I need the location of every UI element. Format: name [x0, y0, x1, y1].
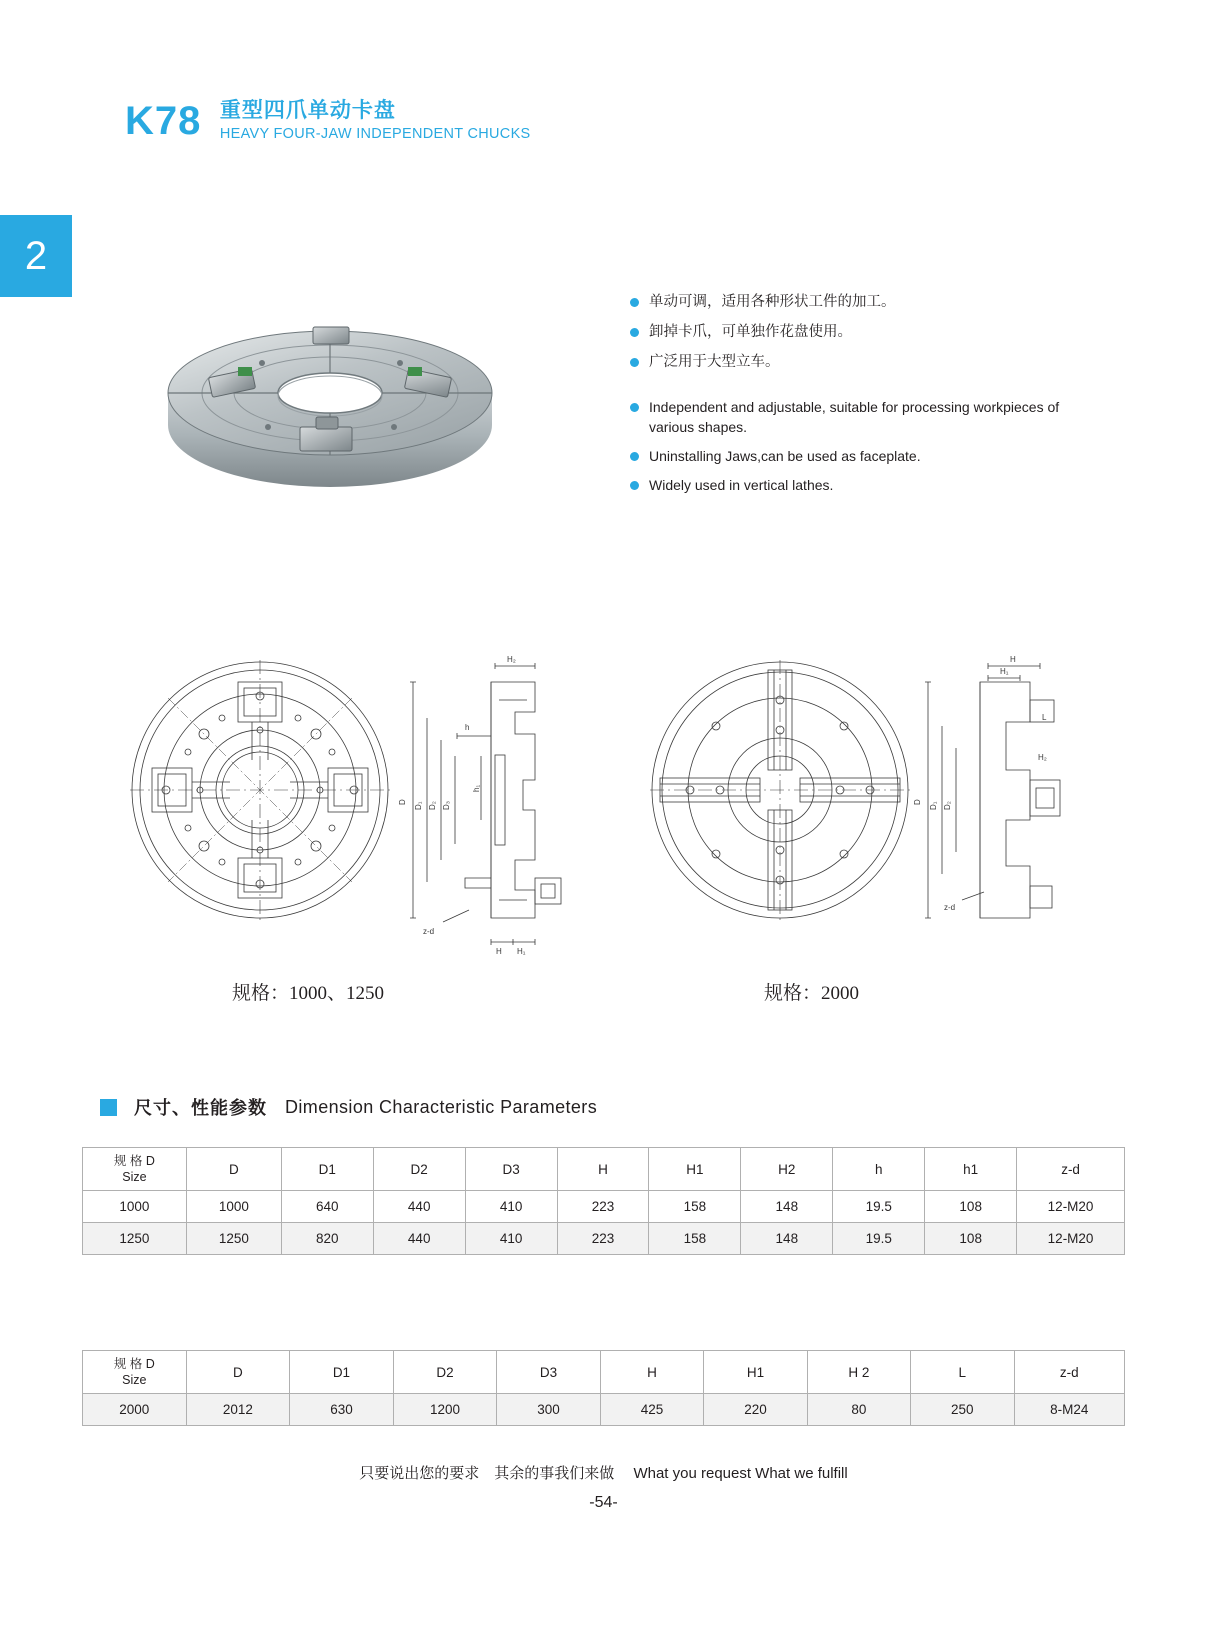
svg-text:D₁: D₁	[414, 801, 423, 810]
title-english: HEAVY FOUR-JAW INDEPENDENT CHUCKS	[219, 126, 531, 142]
table-header-cell: D	[186, 1148, 281, 1191]
bullet-dot-icon	[630, 452, 639, 461]
bullet-dot-icon	[630, 298, 639, 307]
svg-text:h: h	[465, 723, 470, 732]
table-header-cell: H1	[649, 1148, 741, 1191]
header-size-en: Size	[122, 1170, 147, 1184]
bullet-dot-icon	[630, 328, 639, 337]
product-code: K78	[125, 99, 202, 143]
svg-text:z-d: z-d	[423, 927, 435, 936]
svg-text:D₁: D₁	[929, 801, 938, 810]
page-title	[125, 95, 531, 147]
table-cell: 1200	[393, 1394, 497, 1426]
table-header-cell: H2	[741, 1148, 833, 1191]
page-number-tab	[0, 215, 72, 297]
table-header-cell: z-d	[1014, 1351, 1125, 1394]
table-cell: 1000	[83, 1191, 187, 1223]
svg-text:h₁: h₁	[472, 784, 481, 792]
section-title-cn: 尺寸、性能参数	[134, 1098, 267, 1118]
page-number: -54-	[589, 1494, 618, 1511]
table-header-row	[83, 1148, 1125, 1191]
front-view-1000	[130, 660, 390, 920]
feature-item-en-2	[630, 446, 1060, 466]
table-cell: 2012	[186, 1394, 290, 1426]
table-cell: 1250	[83, 1223, 187, 1255]
svg-text:L: L	[1042, 713, 1047, 722]
svg-text:H₂: H₂	[1038, 753, 1047, 762]
table-cell: 1000	[186, 1191, 281, 1223]
section-marker-icon	[100, 1099, 117, 1116]
dimension-table-1	[82, 1147, 1125, 1255]
feature-item-cn-1	[630, 292, 1060, 313]
table-cell: 12-M20	[1017, 1191, 1125, 1223]
table-cell: 148	[741, 1191, 833, 1223]
table-cell: 2000	[83, 1394, 187, 1426]
table-header-size	[83, 1148, 187, 1191]
table-cell: 410	[465, 1223, 557, 1255]
table-header-row	[83, 1351, 1125, 1394]
svg-text:H₂: H₂	[507, 655, 516, 664]
table-header-cell: D3	[497, 1351, 600, 1394]
table-cell: 440	[373, 1223, 465, 1255]
drawing-caption-left: 规格：1000、1250	[232, 983, 385, 1004]
svg-text:D: D	[398, 799, 407, 805]
table-header-cell: z-d	[1017, 1148, 1125, 1191]
footer-slogan: 只要说出您的要求 其余的事我们来做 What you request What we fulfill	[359, 1465, 848, 1482]
table-cell: 158	[649, 1223, 741, 1255]
table-header-cell: H1	[704, 1351, 807, 1394]
technical-drawings	[0, 640, 1207, 956]
table-header-cell: H 2	[807, 1351, 910, 1394]
svg-text:D₃: D₃	[442, 800, 451, 810]
table-cell: 223	[557, 1191, 649, 1223]
feature-text: 广泛用于大型立车。	[649, 354, 780, 370]
table-header-cell: h	[833, 1148, 925, 1191]
table-cell: 8-M24	[1014, 1394, 1125, 1426]
table-header-size	[83, 1351, 187, 1394]
svg-text:H: H	[1010, 655, 1016, 664]
section-heading	[100, 1094, 597, 1120]
feature-item-cn-2	[630, 322, 1060, 343]
table-header-cell: D1	[281, 1148, 373, 1191]
table-cell: 1250	[186, 1223, 281, 1255]
svg-text:H₁: H₁	[517, 947, 526, 956]
svg-text:H: H	[496, 947, 502, 956]
table-cell: 630	[290, 1394, 393, 1426]
feature-list	[630, 292, 1060, 504]
header-size-en: Size	[122, 1373, 147, 1387]
table-cell: 223	[557, 1223, 649, 1255]
feature-text: Uninstalling Jaws,can be used as faceplate.	[649, 448, 921, 464]
svg-text:H₁: H₁	[1000, 667, 1009, 676]
dimension-table-2	[82, 1350, 1125, 1426]
title-chinese: 重型四爪单动卡盘	[219, 99, 396, 122]
table-cell: 410	[465, 1191, 557, 1223]
feature-list-en	[630, 397, 1060, 495]
table-header-cell: H	[557, 1148, 649, 1191]
table-cell: 148	[741, 1223, 833, 1255]
table-cell: 640	[281, 1191, 373, 1223]
table-cell: 80	[807, 1394, 910, 1426]
section-title-en: Dimension Characteristic Parameters	[285, 1096, 598, 1117]
table-row	[83, 1394, 1125, 1426]
table-header-cell: D3	[465, 1148, 557, 1191]
table-cell: 158	[649, 1191, 741, 1223]
table-header-cell: D	[186, 1351, 290, 1394]
table-cell: 425	[600, 1394, 703, 1426]
table-row	[83, 1191, 1125, 1223]
bullet-dot-icon	[630, 481, 639, 490]
table-header-cell: L	[911, 1351, 1014, 1394]
feature-item-en-3	[630, 475, 1060, 495]
table-header-cell: H	[600, 1351, 703, 1394]
table-cell: 108	[925, 1223, 1017, 1255]
svg-text:z-d: z-d	[944, 903, 956, 912]
product-photo	[150, 275, 510, 520]
front-view-2000	[650, 660, 910, 920]
table-cell: 250	[911, 1394, 1014, 1426]
table-header-cell: D2	[373, 1148, 465, 1191]
feature-text: 卸掉卡爪，可单独作花盘使用。	[649, 324, 852, 340]
page-tab-number: 2	[24, 233, 48, 278]
feature-item-cn-3	[630, 352, 1060, 373]
table-cell: 108	[925, 1191, 1017, 1223]
drawing-caption-right: 规格：2000	[764, 983, 860, 1004]
table-cell: 440	[373, 1191, 465, 1223]
header-size-cn: 规 格 D	[113, 1154, 155, 1168]
bullet-dot-icon	[630, 358, 639, 367]
section-view-1000	[398, 655, 561, 956]
svg-text:D₂: D₂	[428, 801, 437, 810]
feature-text: 单动可调，适用各种形状工件的加工。	[649, 294, 896, 310]
table-cell: 220	[704, 1394, 807, 1426]
header-size-cn: 规 格 D	[113, 1357, 155, 1371]
feature-item-en-1	[630, 397, 1060, 437]
table-cell: 300	[497, 1394, 600, 1426]
feature-text: Independent and adjustable, suitable for processing workpieces of various shapes.	[649, 399, 1060, 435]
svg-text:D₂: D₂	[943, 801, 952, 810]
bullet-dot-icon	[630, 403, 639, 412]
table-cell: 12-M20	[1017, 1223, 1125, 1255]
table-cell: 19.5	[833, 1223, 925, 1255]
table-cell: 19.5	[833, 1191, 925, 1223]
table-header-cell: D2	[393, 1351, 497, 1394]
feature-text: Widely used in vertical lathes.	[649, 477, 834, 493]
table-cell: 820	[281, 1223, 373, 1255]
table-header-cell: h1	[925, 1148, 1017, 1191]
title-texts	[220, 95, 531, 144]
table-row	[83, 1223, 1125, 1255]
table-header-cell: D1	[290, 1351, 393, 1394]
section-view-2000	[913, 655, 1060, 918]
svg-text:D: D	[913, 799, 922, 805]
